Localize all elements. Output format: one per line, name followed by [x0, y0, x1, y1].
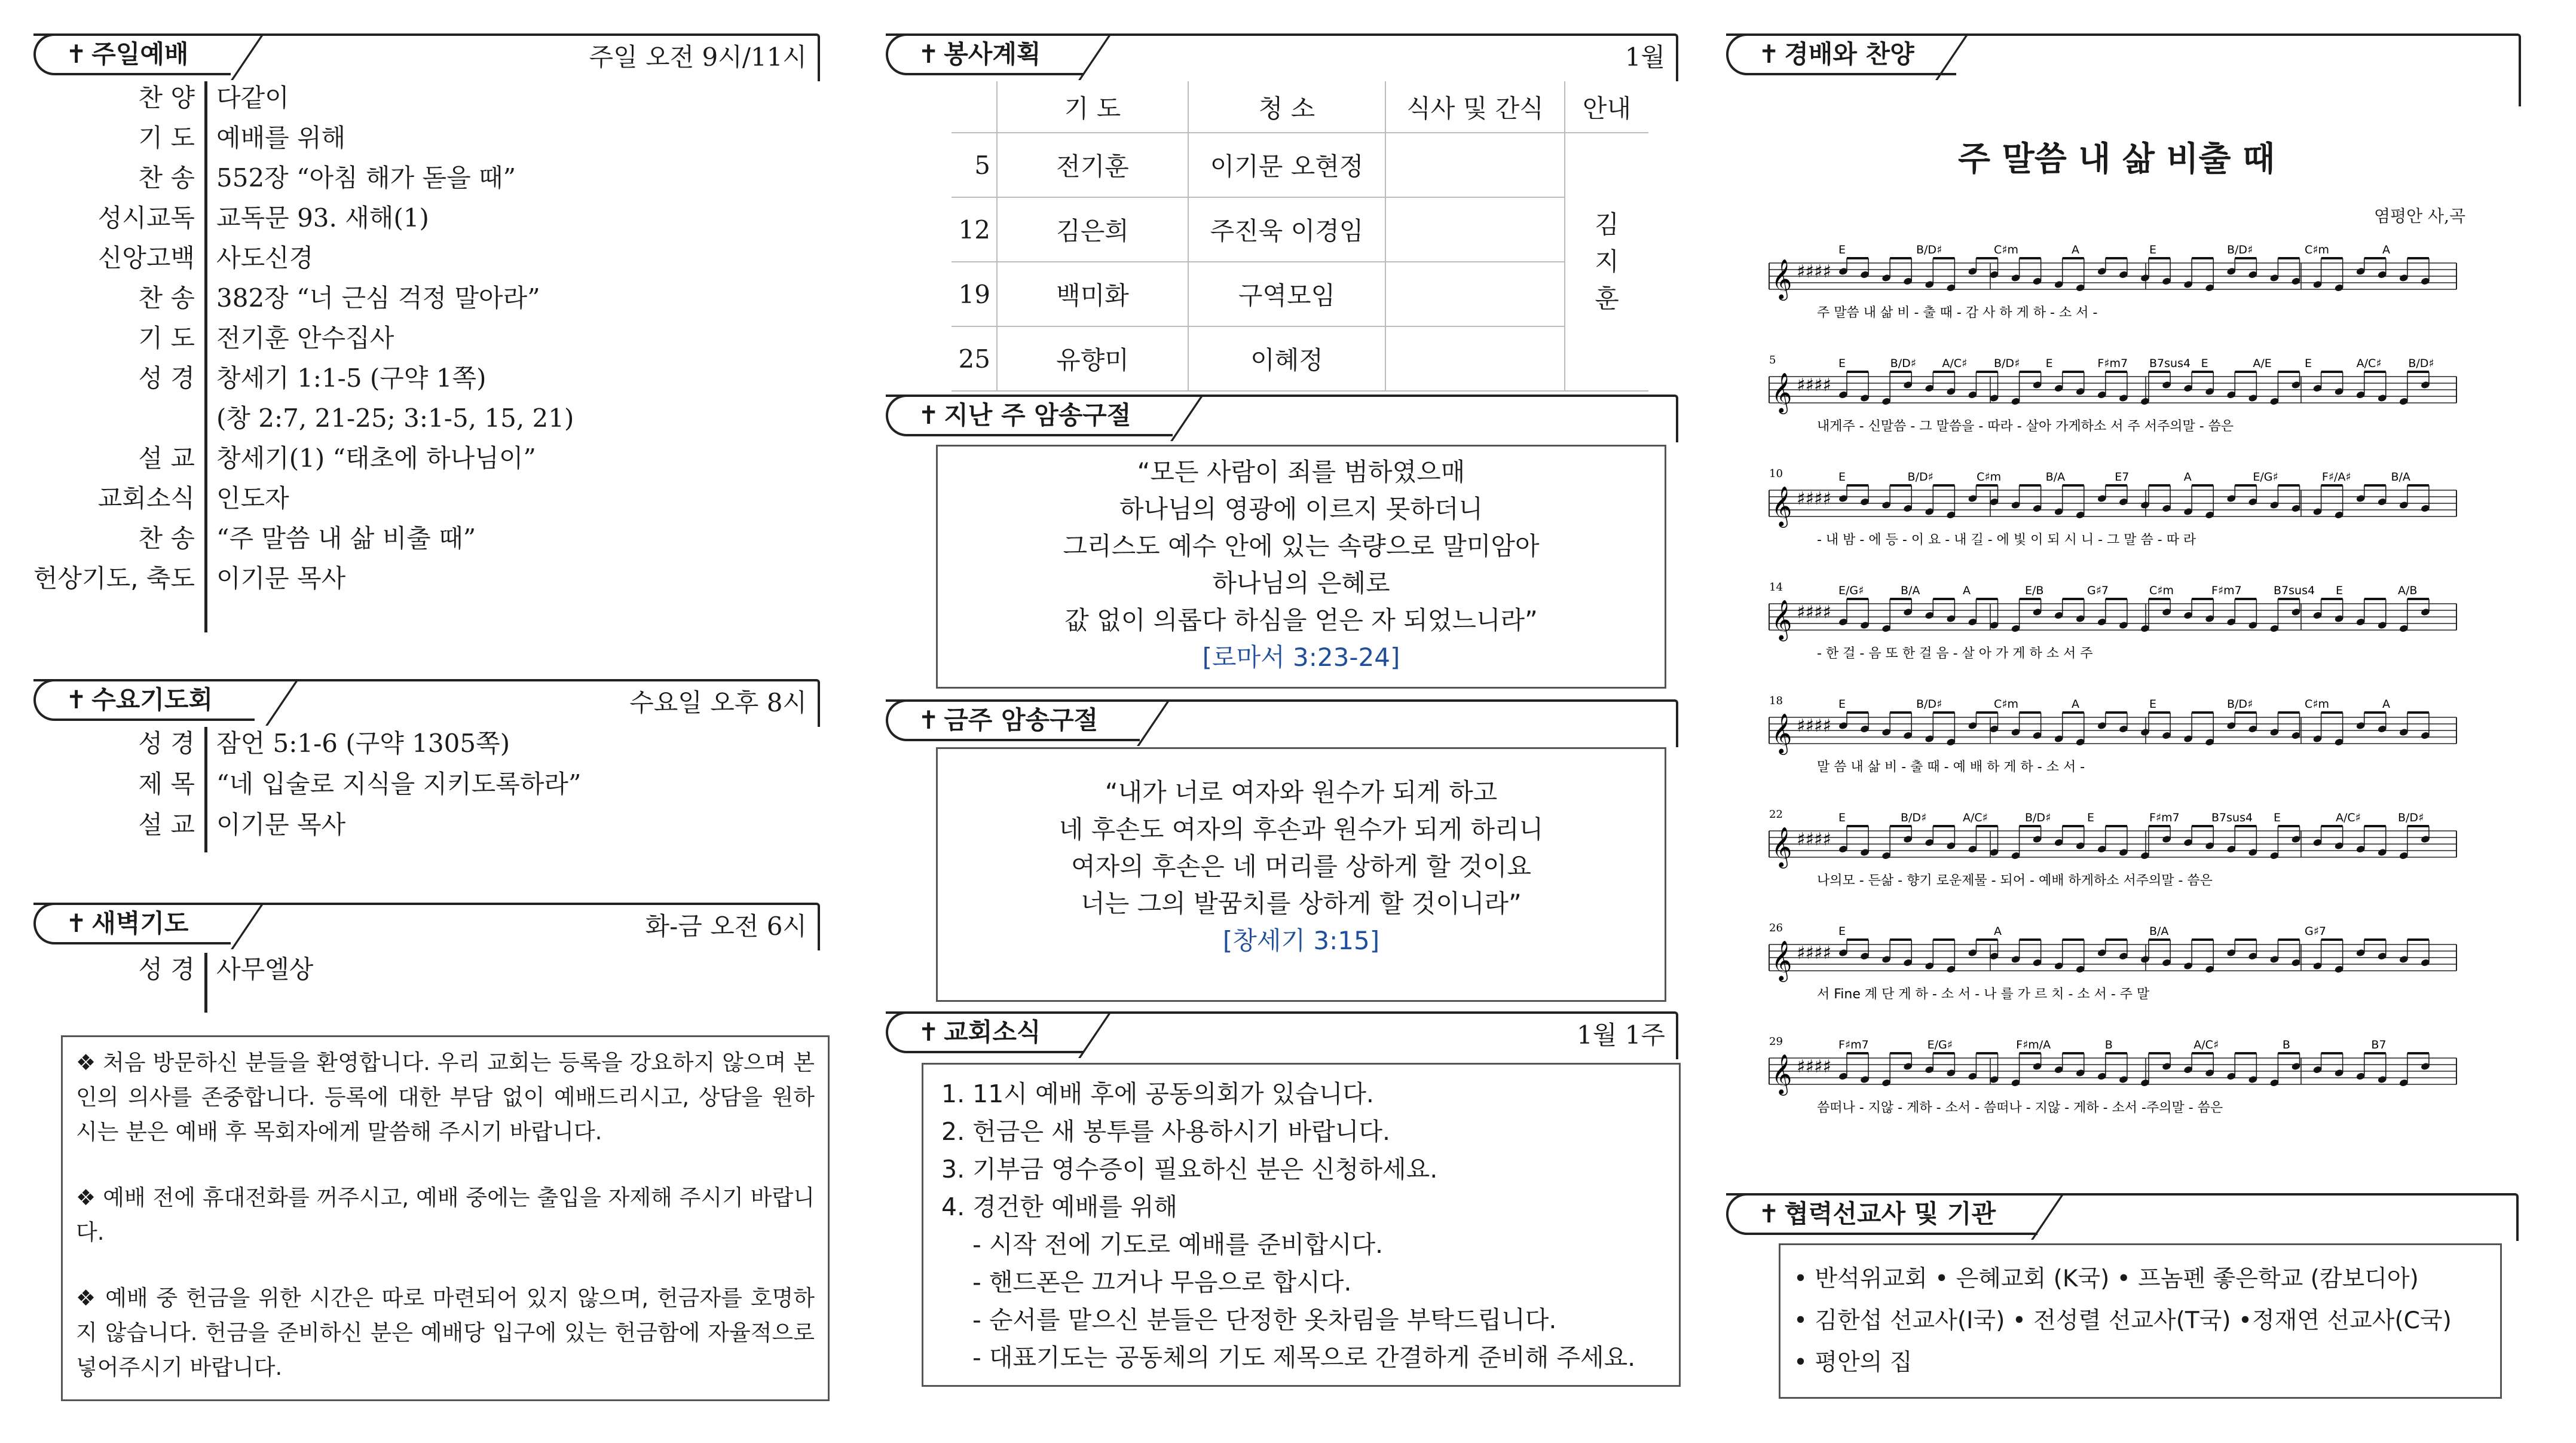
news-item: 2. 헌금은 새 봉투를 사용하시기 바랍니다. [941, 1117, 1391, 1146]
service-cleaning: 이기문 오현정 [1188, 133, 1385, 197]
welcome-notice-box [61, 1035, 830, 1401]
key-signature-icon: ♯♯♯♯ [1797, 1056, 1832, 1077]
service-cleaning: 주진욱 이경임 [1188, 197, 1385, 262]
order-value: 사도신경 [216, 243, 314, 273]
key-signature-icon: ♯♯♯♯ [1797, 488, 1832, 509]
order-row [33, 241, 810, 282]
lyrics-line: 내게주 - 신말씀 - 그 말씀을 - 따라 - 살아 가게하소 서 주 서주의말 - 씀은 [1817, 419, 2234, 434]
chord-symbol: B/D♯ [2227, 698, 2253, 711]
cross-icon: ✝ [918, 39, 940, 69]
order-label: 제 목 [138, 769, 195, 799]
service-plan-title: 봉사계획 [944, 39, 1041, 69]
order-value: 다같이 [216, 83, 289, 112]
lyrics-line: 나의모 - 든삶 - 향기 로운제물 - 되어 - 예배 하게하소 서주의말 - 씀은 [1817, 873, 2213, 888]
chord-symbol: F♯m7 [1838, 1038, 1869, 1051]
col-meal: 식사 및 간식 [1385, 81, 1565, 133]
chord-symbol: A/C♯ [2356, 357, 2382, 370]
order-row [33, 282, 810, 322]
chord-symbol: E/B [2025, 584, 2044, 597]
missions-header [1726, 1193, 2519, 1241]
verse-line: “모든 사람이 죄를 범하였으매 [1137, 457, 1466, 487]
order-value: “네 입술로 지식을 지키도록하라” [216, 769, 582, 799]
chord-symbol: B/A [2045, 470, 2066, 484]
service-meal [1385, 133, 1565, 197]
chord-symbol: E [1838, 243, 1846, 256]
order-value: 사무엘상 [216, 955, 314, 984]
service-cleaning: 이혜정 [1188, 326, 1385, 391]
chord-symbol: B/D♯ [2398, 811, 2424, 824]
service-row [952, 197, 1648, 262]
wednesday-header [33, 679, 820, 727]
chord-symbol: F♯m7 [2149, 811, 2180, 824]
music-system [1769, 581, 2456, 661]
order-row [33, 522, 810, 562]
chord-symbol: C♯m [1994, 698, 2018, 711]
last-verse-ref: [로마서 3:23-24] [1202, 643, 1400, 672]
chord-symbol: E [2149, 243, 2157, 256]
this-verse-header [886, 699, 1678, 747]
last-verse-box [936, 445, 1666, 689]
notice-phone: ❖ 예배 전에 휴대전화를 꺼주시고, 예배 중에는 출입을 자제해 주시기 바랍니다. [76, 1185, 815, 1245]
wednesday-order [33, 727, 810, 852]
chord-symbol: G♯7 [2087, 584, 2109, 597]
praise-header [1726, 33, 2521, 81]
chord-symbol: A [1994, 925, 2002, 938]
lyrics-line: 주 말씀 내 삶 비 - 출 때 - 감 사 하 게 하 - 소 서 - [1817, 305, 2098, 320]
order-label: 찬 양 [138, 83, 195, 112]
chord-symbol: A [2183, 470, 2192, 484]
chord-symbol: F♯m7 [2211, 584, 2242, 597]
col-cleaning: 청 소 [1188, 81, 1385, 133]
key-signature-icon: ♯♯♯♯ [1797, 602, 1832, 623]
service-guide-char: 지 [1595, 247, 1619, 276]
treble-clef-icon: 𝄞 [1772, 599, 1792, 640]
chord-symbol: E/G♯ [1927, 1038, 1953, 1051]
order-row [33, 362, 810, 402]
cross-icon: ✝ [66, 685, 87, 714]
this-verse-box [936, 747, 1666, 1002]
chord-symbol: E [2201, 357, 2208, 370]
order-row [33, 768, 810, 808]
order-label: 기 도 [138, 123, 195, 152]
chord-symbol: E [1838, 698, 1846, 711]
news-item: 4. 경건한 예배를 위해 [941, 1193, 1178, 1221]
news-item: 1. 11시 예배 후에 공동의회가 있습니다. [941, 1080, 1374, 1108]
wednesday-title: 수요기도회 [91, 685, 213, 714]
order-value: 잠언 5:1-6 (구약 1305쪽) [216, 729, 510, 758]
chord-symbol: F♯m7 [2097, 357, 2128, 370]
chord-symbol: F♯m/A [2016, 1038, 2051, 1051]
order-row [33, 201, 810, 241]
order-label: 성 경 [138, 955, 195, 984]
key-signature-icon: ♯♯♯♯ [1797, 375, 1832, 396]
chord-symbol: E [2045, 357, 2053, 370]
cross-icon: ✝ [1758, 39, 1780, 69]
chord-symbol: A [2072, 698, 2079, 711]
order-label: 성 경 [138, 729, 195, 758]
verse-line: 그리스도 예수 안에 있는 속량으로 말미암아 [1063, 531, 1540, 561]
missions-title: 협력선교사 및 기관 [1784, 1199, 1996, 1228]
chord-symbol: A [2072, 243, 2079, 256]
missions-line-3: • 평안의 집 [1794, 1349, 1913, 1376]
sunday-order [33, 81, 810, 632]
service-cleaning: 구역모임 [1188, 262, 1385, 326]
measure-number: 5 [1769, 354, 1776, 366]
order-label: 기 도 [138, 323, 195, 353]
chord-symbol: E [1838, 811, 1846, 824]
measure-number: 10 [1769, 467, 1783, 480]
order-row [33, 402, 810, 442]
service-prayer: 전기훈 [997, 133, 1188, 197]
chord-symbol: A/C♯ [2336, 811, 2361, 824]
music-system [1769, 243, 2456, 320]
chord-symbol: G♯7 [2305, 925, 2327, 938]
news-item: - 핸드폰은 끄거나 무음으로 합시다. [972, 1268, 1352, 1297]
sunday-header [33, 33, 820, 81]
chord-symbol: A [1963, 584, 1971, 597]
chord-symbol: B7sus4 [2274, 584, 2315, 597]
chord-symbol: A/C♯ [1942, 357, 1968, 370]
last-verse-header [886, 395, 1678, 442]
chord-symbol: A [2382, 698, 2390, 711]
order-label: 찬 송 [138, 524, 195, 553]
treble-clef-icon: 𝄞 [1772, 485, 1792, 526]
verse-line: 하나님의 은혜로 [1212, 568, 1390, 598]
missions-line-2: • 김한섭 선교사(I국) • 전성렬 선교사(T국) •정재연 선교사(C국) [1794, 1307, 2452, 1334]
verse-line: 하나님의 영광에 이르지 못하더니 [1119, 494, 1483, 524]
order-row [33, 562, 810, 602]
chord-symbol: B7sus4 [2211, 811, 2253, 824]
measure-number: 26 [1769, 922, 1783, 934]
news-item: 3. 기부금 영수증이 필요하신 분은 신청하세요. [941, 1155, 1438, 1184]
treble-clef-icon: 𝄞 [1772, 940, 1792, 980]
order-label: 헌상기도, 축도 [33, 564, 195, 593]
service-guide-char: 김 [1595, 210, 1619, 239]
service-prayer: 유향미 [997, 326, 1188, 391]
music-system [1769, 1035, 2456, 1115]
chord-symbol: B/D♯ [1916, 243, 1942, 256]
song-title: 주 말씀 내 삶 비출 때 [1958, 140, 2275, 179]
notice-offering: ❖ 예배 중 헌금을 위한 시간은 따로 마련되어 있지 않으며, 헌금자를 호명하지 않습니다. 헌금을 준비하신 분은 예배당 입구에 있는 헌금함에 자율적으로 넣어주시기 바랍니다. [76, 1285, 815, 1380]
service-meal [1385, 262, 1565, 326]
order-value: 창세기(1) “태초에 하나님이” [216, 444, 536, 473]
lyrics-line: - 내 밤 - 에 등 - 이 요 - 내 길 - 에 빛 이 되 시 니 - 그 말 씀 - 따 라 [1817, 533, 2196, 548]
order-value: 창세기 1:1-5 (구약 1쪽) [216, 363, 487, 393]
chord-symbol: E [2149, 698, 2157, 711]
dawn-title: 새벽기도 [91, 909, 189, 938]
chord-symbol: B/A [1901, 584, 1920, 597]
order-value: 전기훈 안수집사 [216, 323, 394, 353]
verse-line: 여자의 후손은 네 머리를 상하게 할 것이요 [1071, 852, 1531, 881]
order-label: 신앙고백 [97, 243, 195, 273]
chord-symbol: A/C♯ [1963, 811, 1988, 824]
cross-icon: ✝ [918, 1017, 940, 1047]
chord-symbol: A [2382, 243, 2390, 256]
order-row [33, 81, 810, 121]
praise-title: 경배와 찬양 [1784, 39, 1914, 69]
chord-symbol: B/D♯ [1907, 470, 1933, 484]
order-value: 이기문 목사 [216, 564, 346, 593]
key-signature-icon: ♯♯♯♯ [1797, 943, 1832, 964]
chord-symbol: E/G♯ [1838, 584, 1864, 597]
service-day: 19 [952, 262, 997, 326]
chord-symbol: B [2104, 1038, 2113, 1051]
order-value: (창 2:7, 21-25; 3:1-5, 15, 21) [216, 403, 574, 433]
verse-line: 네 후손도 여자의 후손과 원수가 되게 하리니 [1058, 815, 1544, 844]
service-prayer: 백미화 [997, 262, 1188, 326]
chord-symbol: A/E [2253, 357, 2272, 370]
chord-symbol: F♯/A♯ [2321, 470, 2351, 484]
news-date: 1월 1주 [1577, 1020, 1665, 1050]
song-credit: 염평안 사,곡 [2374, 206, 2466, 226]
chord-symbol: B/D♯ [1890, 357, 1916, 370]
lyrics-line: 서 Fine 계 단 게 하 - 소 서 - 나 를 가 르 치 - 소 서 - 주 말 [1817, 987, 2150, 1002]
order-label: 설 교 [138, 444, 195, 473]
chord-symbol: B [2282, 1038, 2290, 1051]
chord-symbol: B/D♯ [2227, 243, 2253, 256]
missions-box [1779, 1243, 2502, 1399]
cross-icon: ✝ [66, 909, 87, 938]
music-system [1769, 354, 2456, 434]
key-signature-icon: ♯♯♯♯ [1797, 716, 1832, 736]
service-plan-header-row [952, 81, 1648, 133]
chord-symbol: B/D♯ [2408, 357, 2434, 370]
cross-icon: ✝ [66, 39, 87, 69]
service-day: 25 [952, 326, 997, 391]
key-signature-icon: ♯♯♯♯ [1797, 829, 1832, 850]
sunday-title: 주일예배 [91, 39, 189, 69]
notice-welcome: ❖ 처음 방문하신 분들을 환영합니다. 우리 교회는 등록을 강요하지 않으며 본인의 의사를 존중합니다. 등록에 대한 부담 없이 예배드리시고, 상담을 원하시는 분은 예배 후 목회자에게 말씀해 주시기 바랍니다. [76, 1050, 815, 1145]
chord-symbol: A/C♯ [2193, 1038, 2219, 1051]
chord-symbol: B/A [2149, 925, 2169, 938]
order-value: “주 말씀 내 삶 비출 때” [216, 524, 476, 553]
chord-symbol: E [2274, 811, 2281, 824]
lyrics-line: 씀떠나 - 지않 - 게하 - 소서 - 씀떠나 - 지않 - 게하 - 소서 -주의말 - 씀은 [1817, 1100, 2223, 1115]
service-plan-month: 1월 [1624, 42, 1665, 72]
measure-number: 14 [1769, 581, 1783, 594]
cross-icon: ✝ [1758, 1199, 1780, 1228]
last-verse-title: 지난 주 암송구절 [944, 401, 1131, 430]
service-meal [1385, 197, 1565, 262]
sheet-music [1757, 227, 2462, 1136]
order-row [33, 161, 810, 201]
this-verse-ref: [창세기 3:15] [1222, 926, 1380, 955]
music-system [1769, 467, 2456, 548]
treble-clef-icon: 𝄞 [1772, 372, 1792, 412]
lyrics-line: 말 씀 내 삶 비 - 출 때 - 예 배 하 게 하 - 소 서 - [1817, 760, 2085, 775]
chord-symbol: B7 [2371, 1038, 2387, 1051]
col-day [952, 81, 997, 133]
order-row [33, 727, 810, 768]
order-label: 성시교독 [97, 203, 195, 233]
order-row [33, 442, 810, 482]
chord-symbol: B/D♯ [1901, 811, 1927, 824]
verse-line: “내가 너로 여자와 원수가 되게 하고 [1105, 778, 1498, 807]
service-guide [1565, 133, 1648, 391]
cross-icon: ✝ [918, 401, 940, 430]
news-item: - 대표기도는 공동체의 기도 제목으로 간결하게 준비해 주세요. [972, 1343, 1636, 1372]
chord-symbol: E [1838, 357, 1846, 370]
treble-clef-icon: 𝄞 [1772, 1053, 1792, 1094]
measure-number: 18 [1769, 695, 1783, 707]
order-value: 552장 “아침 해가 돋을 때” [216, 163, 516, 192]
treble-clef-icon: 𝄞 [1772, 713, 1792, 753]
key-signature-icon: ♯♯♯♯ [1797, 261, 1832, 282]
chord-symbol: B7sus4 [2149, 357, 2191, 370]
order-value: 이기문 목사 [216, 810, 346, 839]
order-value: 예배를 위해 [216, 123, 346, 152]
chord-symbol: C♯m [1977, 470, 2002, 484]
cross-icon: ✝ [918, 705, 940, 735]
service-row [952, 133, 1648, 197]
chord-symbol: E [1838, 925, 1846, 938]
order-value: 교독문 93. 새해(1) [216, 203, 429, 233]
chord-symbol: E/G♯ [2253, 470, 2278, 484]
service-meal [1385, 326, 1565, 391]
dawn-order [33, 953, 810, 1013]
chord-symbol: E [2087, 811, 2095, 824]
this-verse-title: 금주 암송구절 [944, 705, 1099, 735]
chord-symbol: B/D♯ [2025, 811, 2051, 824]
chord-symbol: C♯m [2305, 698, 2329, 711]
service-row [952, 262, 1648, 326]
chord-symbol: E [2336, 584, 2344, 597]
music-system [1769, 922, 2456, 1002]
sunday-time: 주일 오전 9시/11시 [589, 42, 807, 72]
lyrics-line: - 한 걸 - 음 또 한 걸 음 - 살 아 가 게 하 소 서 주 [1817, 646, 2093, 661]
service-prayer: 김은희 [997, 197, 1188, 262]
news-box [922, 1063, 1681, 1387]
order-label: 찬 송 [138, 283, 195, 313]
order-value: 382장 “너 근심 걱정 말아라” [216, 283, 540, 313]
order-label: 설 교 [138, 810, 195, 839]
service-plan-header [886, 33, 1678, 81]
dawn-time: 화-금 오전 6시 [645, 912, 807, 941]
service-guide-char: 훈 [1595, 284, 1619, 313]
music-system [1769, 695, 2456, 775]
chord-symbol: C♯m [2149, 584, 2174, 597]
news-item: - 순서를 맡으신 분들은 단정한 옷차림을 부탁드립니다. [972, 1306, 1557, 1334]
verse-line: 너는 그의 발꿈치를 상하게 할 것이니라” [1081, 889, 1522, 918]
missions-line-1: • 반석위교회 • 은혜교회 (K국) • 프놈펜 좋은학교 (캄보디아) [1794, 1265, 2419, 1292]
chord-symbol: B/A [2391, 470, 2410, 484]
service-day: 5 [952, 133, 997, 197]
measure-number: 22 [1769, 808, 1783, 821]
news-header [886, 1011, 1678, 1059]
wednesday-time: 수요일 오후 8시 [629, 688, 807, 717]
chord-symbol: E7 [2115, 470, 2130, 484]
news-title: 교회소식 [944, 1017, 1041, 1047]
treble-clef-icon: 𝄞 [1772, 258, 1792, 299]
chord-symbol: E [2305, 357, 2312, 370]
order-row [33, 808, 810, 849]
verse-line: 값 없이 의롭다 하심을 얻은 자 되었느니라” [1064, 606, 1538, 635]
chord-symbol: C♯m [2305, 243, 2329, 256]
order-row [33, 953, 810, 993]
dawn-header [33, 903, 820, 950]
order-row [33, 322, 810, 362]
chord-symbol: B/D♯ [1994, 357, 2020, 370]
service-day: 12 [952, 197, 997, 262]
col-prayer: 기 도 [997, 81, 1188, 133]
measure-number: 29 [1769, 1035, 1783, 1048]
chord-symbol: C♯m [1994, 243, 2018, 256]
order-row [33, 482, 810, 522]
order-label: 성 경 [138, 363, 195, 393]
chord-symbol: B/D♯ [1916, 698, 1942, 711]
order-value: 인도자 [216, 484, 289, 513]
music-system [1769, 808, 2456, 888]
order-row [33, 121, 810, 161]
treble-clef-icon: 𝄞 [1772, 826, 1792, 867]
news-item: - 시작 전에 기도로 예배를 준비합시다. [972, 1230, 1384, 1259]
col-guide: 안내 [1565, 81, 1648, 133]
order-label: 교회소식 [97, 484, 195, 513]
chord-symbol: A/B [2398, 584, 2418, 597]
order-label: 찬 송 [138, 163, 195, 192]
chord-symbol: E [1838, 470, 1846, 484]
service-row [952, 326, 1648, 391]
service-plan-table [952, 81, 1648, 392]
